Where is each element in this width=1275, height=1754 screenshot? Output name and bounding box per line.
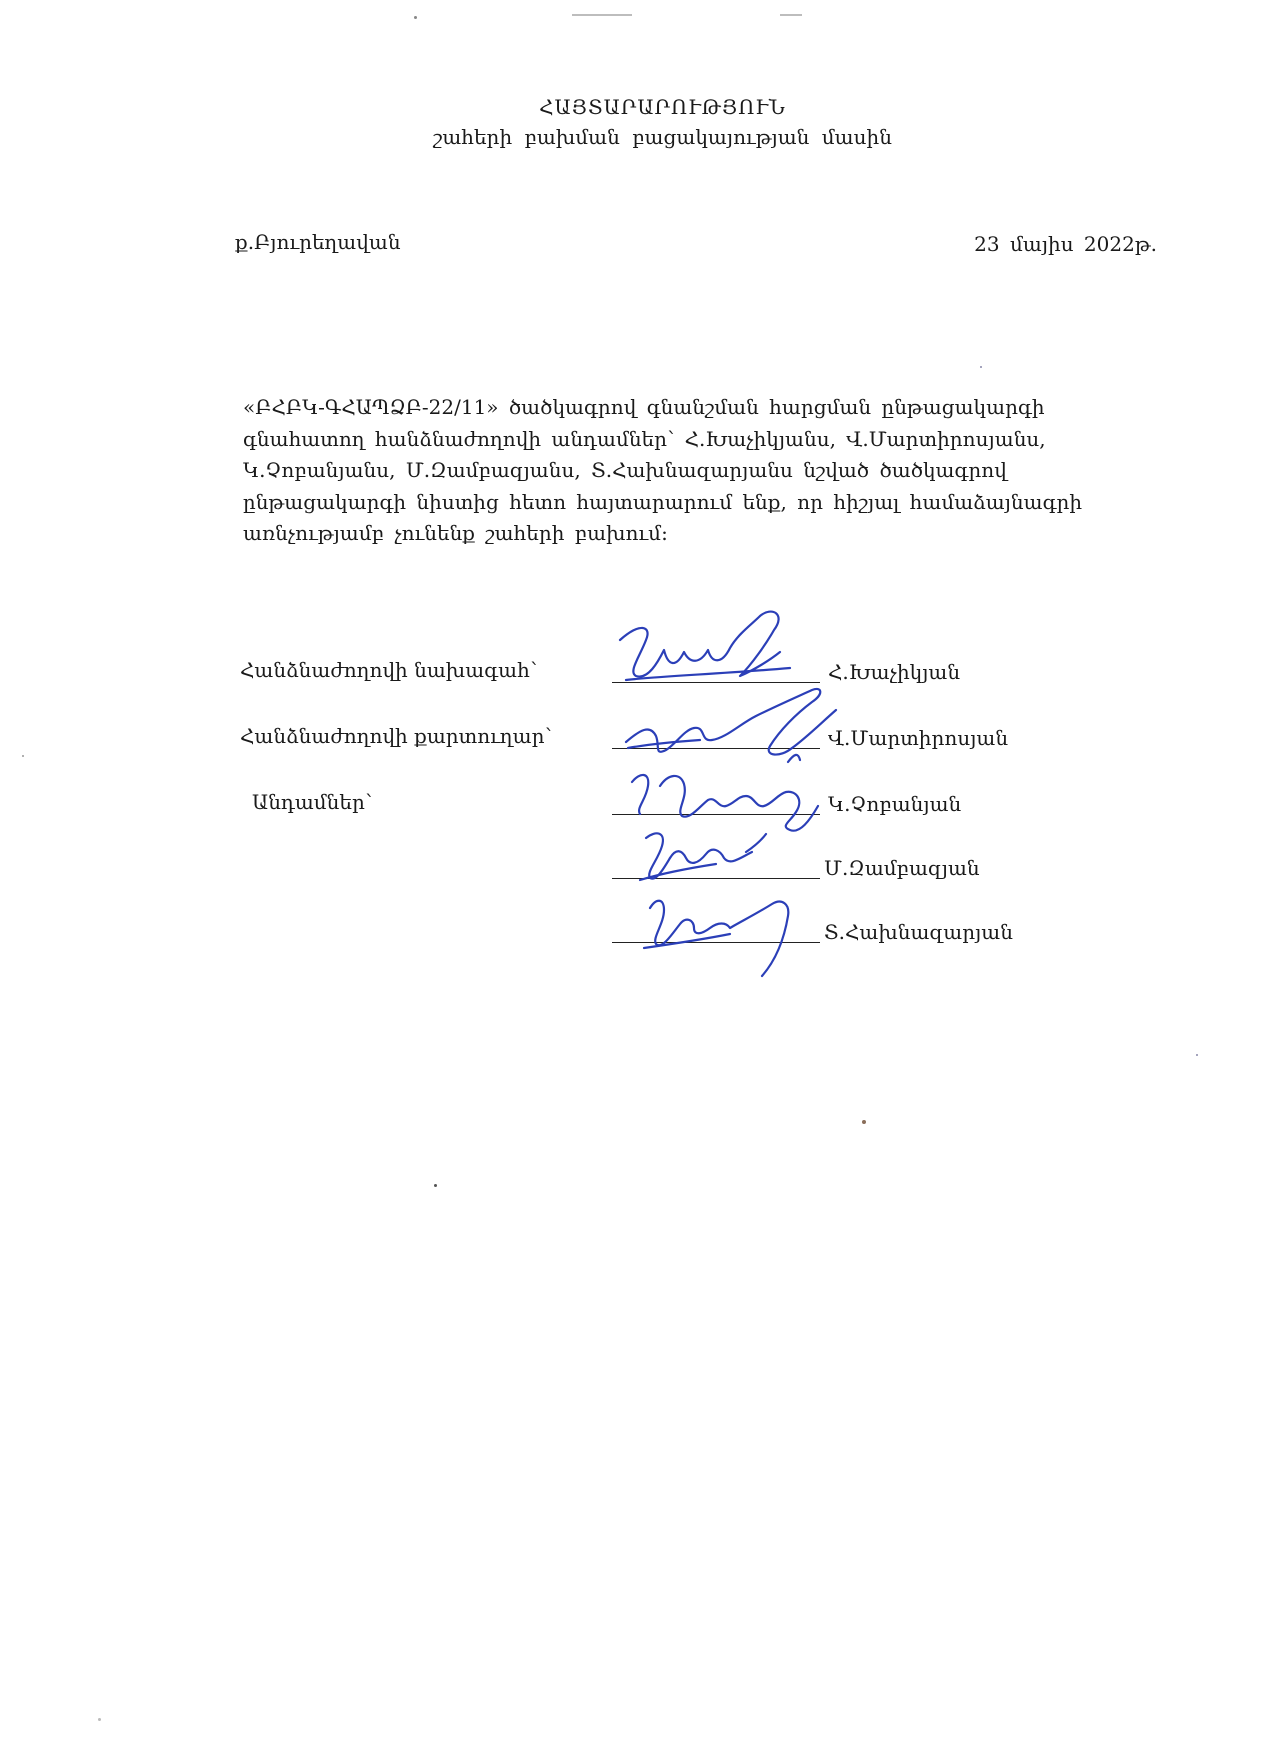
signature-line bbox=[612, 682, 820, 683]
signature-line bbox=[612, 748, 820, 749]
signatory-name: Կ.Չոբանյան bbox=[828, 792, 962, 816]
scan-speck bbox=[98, 1718, 101, 1721]
scan-speck bbox=[414, 16, 417, 19]
declaration-body bbox=[243, 392, 1155, 550]
scan-artifact-line bbox=[780, 14, 802, 16]
scan-artifact-line bbox=[572, 14, 632, 16]
signature-line bbox=[612, 878, 820, 879]
signatory-role: Անդամներ՝ bbox=[252, 790, 373, 814]
signatory-role: Հանձնաժողովի քարտուղար՝ bbox=[240, 724, 552, 748]
body-line: «ԲՀԲԿ-ԳՀԱՊՁԲ-22/11» ծածկագրով գնանշման հարցման ընթացակարգի bbox=[243, 395, 1045, 419]
signature-line bbox=[612, 814, 820, 815]
signature-row-member-2 bbox=[0, 848, 1275, 888]
body-line: առնչությամբ չունենք շահերի բախում: bbox=[243, 521, 668, 545]
signatory-name: Հ.Խաչիկյան bbox=[828, 660, 961, 684]
signatory-name: Վ.Մարտիրոսյան bbox=[828, 726, 1009, 750]
scan-speck bbox=[1196, 1054, 1198, 1056]
signatory-name: Մ.Զամբազյան bbox=[824, 856, 980, 880]
title-block bbox=[0, 92, 1275, 152]
signatory-role: Հանձնաժողովի նախագահ՝ bbox=[240, 658, 538, 682]
body-line: Կ.Չոբանյանս, Մ.Զամբազյանս, Տ.Հախնազարյանս նշված ծածկագրով bbox=[243, 458, 1007, 482]
scan-speck bbox=[980, 366, 982, 368]
document-subtitle: շահերի բախման բացակայության մասին bbox=[433, 125, 892, 149]
signature-row-member-1 bbox=[0, 784, 1275, 824]
signature-line bbox=[612, 942, 820, 943]
document-title: ՀԱՅՏԱՐԱՐՈՒԹՅՈՒՆ bbox=[539, 95, 786, 119]
body-line: ընթացակարգի նիստից հետո հայտարարում ենք, որ հիշյալ համաձայնագրի bbox=[243, 489, 1083, 514]
scan-speck bbox=[862, 1120, 866, 1124]
signatory-name: Տ.Հախնազարյան bbox=[824, 920, 1013, 944]
signature-row-secretary bbox=[0, 718, 1275, 758]
document-place: ք.Բյուրեղավան bbox=[235, 230, 401, 254]
signature-row-member-3 bbox=[0, 912, 1275, 952]
signature-row-chairman bbox=[0, 652, 1275, 692]
scan-speck bbox=[434, 1184, 437, 1187]
body-line: գնահատող հանձնաժողովի անդամներ՝ Հ.Խաչիկյանս, Վ.Մարտիրոսյանս, bbox=[243, 426, 1046, 451]
document-date: 23 մայիս 2022թ. bbox=[974, 232, 1157, 256]
